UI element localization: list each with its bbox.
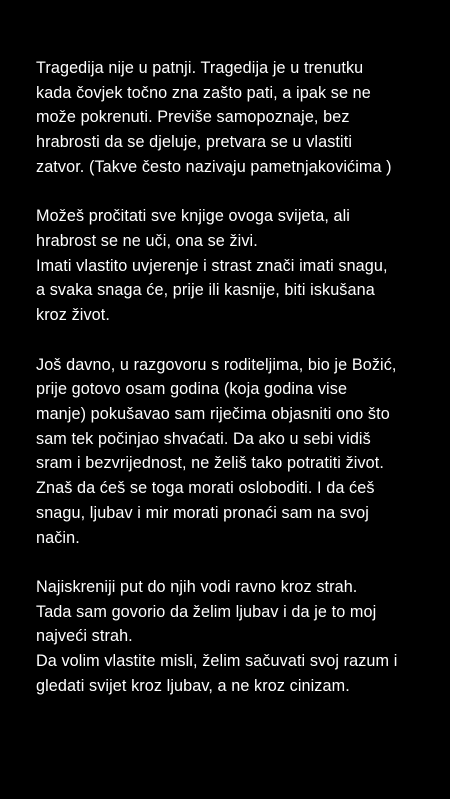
text-line: kada čovjek točno zna zašto pati, a ipak se ne bbox=[36, 83, 371, 102]
paragraph-1 bbox=[36, 56, 436, 180]
text-line: Možeš pročitati sve knjige ovoga svijeta, ali bbox=[36, 207, 351, 226]
text-line: gledati svijet kroz ljubav, a ne kroz cinizam. bbox=[36, 676, 350, 695]
text-line: Tragedija nije u patnji. Tragedija je u trenutku bbox=[36, 59, 364, 77]
text-line: Imati vlastito uvjerenje i strast znači imati snagu, bbox=[36, 256, 388, 275]
paragraph-2 bbox=[36, 204, 436, 328]
paragraph-3 bbox=[36, 353, 436, 551]
text-line: sram i bezvrijednost, ne želiš tako potratiti život. bbox=[36, 454, 384, 473]
text-line: Da volim vlastite misli, želim sačuvati svoj razum i bbox=[36, 652, 398, 671]
text-line: najveći strah. bbox=[36, 627, 133, 646]
text-line: Tada sam govorio da želim ljubav i da je to moj bbox=[36, 602, 377, 621]
text-line: prije gotovo osam godina (koja godina vise bbox=[36, 380, 348, 399]
paragraph-4 bbox=[36, 575, 436, 699]
text-line: zatvor. (Takve često nazivaju pametnjakovićima ) bbox=[36, 157, 392, 176]
text-line: Najiskreniji put do njih vodi ravno kroz strah. bbox=[36, 578, 358, 597]
text-line: hrabrosti da se djeluje, pretvara se u vlastiti bbox=[36, 133, 353, 152]
text-line: može pokrenuti. Previše samopoznaje, bez bbox=[36, 108, 350, 127]
text-document bbox=[36, 56, 436, 723]
text-line: manje) pokušavao sam riječima objasniti ono što bbox=[36, 405, 390, 424]
text-line: a svaka snaga će, prije ili kasnije, biti iskušana bbox=[36, 281, 375, 300]
text-line: način. bbox=[36, 528, 80, 547]
text-line: Znaš da ćeš se toga morati osloboditi. I da ćeš bbox=[36, 479, 375, 498]
text-line: Još davno, u razgovoru s roditeljima, bio je Božić, bbox=[36, 355, 397, 374]
text-line: sam tek počinjao shvaćati. Da ako u sebi vidiš bbox=[36, 429, 371, 448]
text-line: hrabrost se ne uči, ona se živi. bbox=[36, 232, 258, 251]
text-line: kroz život. bbox=[36, 306, 110, 325]
text-line: snagu, ljubav i mir morati pronaći sam na svoj bbox=[36, 503, 369, 522]
